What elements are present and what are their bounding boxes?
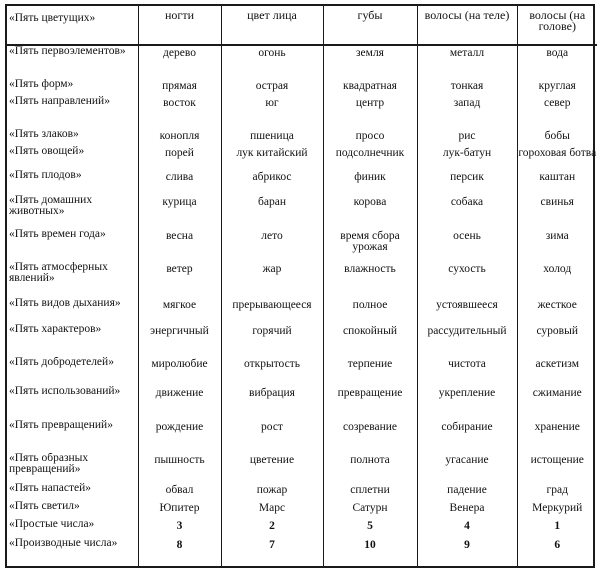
row-label: «Пять образных превращений» (9, 452, 89, 475)
table-row (7, 420, 597, 453)
table-cell: каштан (517, 170, 597, 194)
correspondence-table-frame (5, 4, 595, 568)
table-cell: укрепление (417, 386, 517, 419)
table-cell: осень (417, 229, 517, 262)
table-cell: дерево (138, 45, 221, 78)
table-cell: движение (138, 386, 221, 419)
row-label: «Пять светил» (9, 501, 80, 513)
table-cell: центр (323, 96, 417, 129)
table-cell: холод (517, 262, 597, 297)
table-cell: круглая (517, 79, 597, 96)
table-cell: энергичный (138, 324, 221, 357)
table-row (7, 79, 597, 96)
table-cell: сжимание (517, 386, 597, 419)
table-cell: хранение (517, 420, 597, 453)
table-row (7, 538, 597, 566)
header-col-3: губы (323, 6, 417, 45)
table-cell: падение (417, 483, 517, 501)
table-cell: запад (417, 96, 517, 129)
correspondence-table (7, 6, 597, 566)
table-cell: угасание (417, 453, 517, 483)
row-label: «Пять атмосферных явлений» (9, 262, 108, 285)
table-row (7, 195, 597, 229)
table-cell: вода (517, 45, 597, 78)
header-row-label: «Пять цветущих» (7, 6, 138, 45)
table-row (7, 45, 597, 78)
table-cell: 8 (138, 538, 221, 566)
table-cell: баран (221, 195, 323, 229)
table-row (7, 96, 597, 129)
table-cell: финик (323, 170, 417, 194)
table-cell: горячий (221, 324, 323, 357)
table-cell: град (517, 483, 597, 501)
table-cell: суровый (517, 324, 597, 357)
table-cell: рождение (138, 420, 221, 453)
table-cell: абрикос (221, 170, 323, 194)
table-cell: время сбора урожая (323, 229, 417, 262)
table-cell: корова (323, 195, 417, 229)
table-cell: полнота (323, 453, 417, 483)
table-cell: превращение (323, 386, 417, 419)
table-cell: восток (138, 96, 221, 129)
table-cell: открытость (221, 357, 323, 386)
table-row (7, 519, 597, 537)
table-cell: 4 (417, 519, 517, 537)
table-cell: 6 (517, 538, 597, 566)
table-cell: слива (138, 170, 221, 194)
table-cell: полное (323, 298, 417, 324)
table-cell: огонь (221, 45, 323, 78)
table-cell: обвал (138, 483, 221, 501)
row-label: «Пять овощей» (9, 146, 85, 158)
table-cell: 1 (517, 519, 597, 537)
row-label: «Пять превращений» (9, 419, 113, 431)
row-label: «Пять напастей» (9, 483, 91, 495)
row-label: «Пять добродетелей» (9, 357, 114, 369)
table-cell: вибрация (221, 386, 323, 419)
table-row (7, 170, 597, 194)
table-cell: жесткое (517, 298, 597, 324)
row-label: «Пять злаков» (9, 129, 79, 141)
table-row (7, 453, 597, 483)
table-cell: 3 (138, 519, 221, 537)
table-row (7, 501, 597, 519)
table-row (7, 262, 597, 297)
table-cell: собирание (417, 420, 517, 453)
table-cell: 9 (417, 538, 517, 566)
table-cell: лето (221, 229, 323, 262)
table-row (7, 146, 597, 170)
row-label: «Пять времен года» (9, 228, 106, 240)
table-cell: порей (138, 146, 221, 170)
table-cell: пышность (138, 453, 221, 483)
table-cell: терпение (323, 357, 417, 386)
table-header-row (7, 6, 597, 45)
table-cell: прямая (138, 79, 221, 96)
table-cell: рост (221, 420, 323, 453)
table-cell: 5 (323, 519, 417, 537)
table-cell: сплетни (323, 483, 417, 501)
table-cell: Юпитер (138, 501, 221, 519)
table-cell: юг (221, 96, 323, 129)
header-col-4: волосы (на теле) (417, 6, 517, 45)
row-label: «Пять первоэлементов» (9, 45, 126, 58)
row-label: «Производные числа» (9, 537, 118, 549)
row-label: «Простые числа» (9, 519, 95, 531)
row-label: «Пять форм» (9, 78, 74, 90)
table-cell: курица (138, 195, 221, 229)
table-cell: цветение (221, 453, 323, 483)
table-cell: весна (138, 229, 221, 262)
table-cell: север (517, 96, 597, 129)
row-label: «Пять использований» (9, 386, 121, 398)
table-cell: острая (221, 79, 323, 96)
table-cell: мягкое (138, 298, 221, 324)
table-cell: истощение (517, 453, 597, 483)
table-cell: тонкая (417, 79, 517, 96)
row-label: «Пять плодов» (9, 170, 82, 182)
table-cell: земля (323, 45, 417, 78)
table-cell: созревание (323, 420, 417, 453)
table-cell: миролюбие (138, 357, 221, 386)
table-cell: квадратная (323, 79, 417, 96)
table-cell: сухость (417, 262, 517, 297)
table-row (7, 229, 597, 262)
table-cell: спокойный (323, 324, 417, 357)
table-cell: Марс (221, 501, 323, 519)
table-row (7, 324, 597, 357)
table-cell: рассудительный (417, 324, 517, 357)
table-cell: 2 (221, 519, 323, 537)
table-cell: Меркурий (517, 501, 597, 519)
header-col-5: волосы (на голове) (517, 6, 597, 45)
table-cell: чистота (417, 357, 517, 386)
row-label: «Пять направлений» (9, 95, 110, 107)
table-cell: собака (417, 195, 517, 229)
table-cell: персик (417, 170, 517, 194)
header-col-1: ногти (138, 6, 221, 45)
table-row (7, 298, 597, 324)
table-row (7, 357, 597, 386)
table-cell: свинья (517, 195, 597, 229)
table-cell: аскетизм (517, 357, 597, 386)
row-label: «Пять домашних животных» (9, 194, 93, 217)
table-cell: пшеница (221, 129, 323, 146)
table-cell: жар (221, 262, 323, 297)
table-cell: устоявшееся (417, 298, 517, 324)
table-cell: лук-батун (417, 146, 517, 170)
table-cell: пожар (221, 483, 323, 501)
table-cell: Венера (417, 501, 517, 519)
table-cell: 10 (323, 538, 417, 566)
table-cell: 7 (221, 538, 323, 566)
table-row (7, 386, 597, 419)
table-row (7, 129, 597, 146)
table-cell: бобы (517, 129, 597, 146)
table-cell: Сатурн (323, 501, 417, 519)
table-cell: зима (517, 229, 597, 262)
table-cell: влажность (323, 262, 417, 297)
row-label: «Пять видов дыхания» (9, 297, 121, 309)
table-cell: ветер (138, 262, 221, 297)
table-cell: рис (417, 129, 517, 146)
table-row (7, 483, 597, 501)
table-cell: металл (417, 45, 517, 78)
header-col-2: цвет лица (221, 6, 323, 45)
row-label: «Пять характеров» (9, 323, 102, 335)
table-cell: лук китайский (221, 146, 323, 170)
table-cell: просо (323, 129, 417, 146)
table-cell: гороховая ботва (517, 146, 597, 170)
table-cell: конопля (138, 129, 221, 146)
table-cell: прерывающееся (221, 298, 323, 324)
table-cell: подсолнечник (323, 146, 417, 170)
